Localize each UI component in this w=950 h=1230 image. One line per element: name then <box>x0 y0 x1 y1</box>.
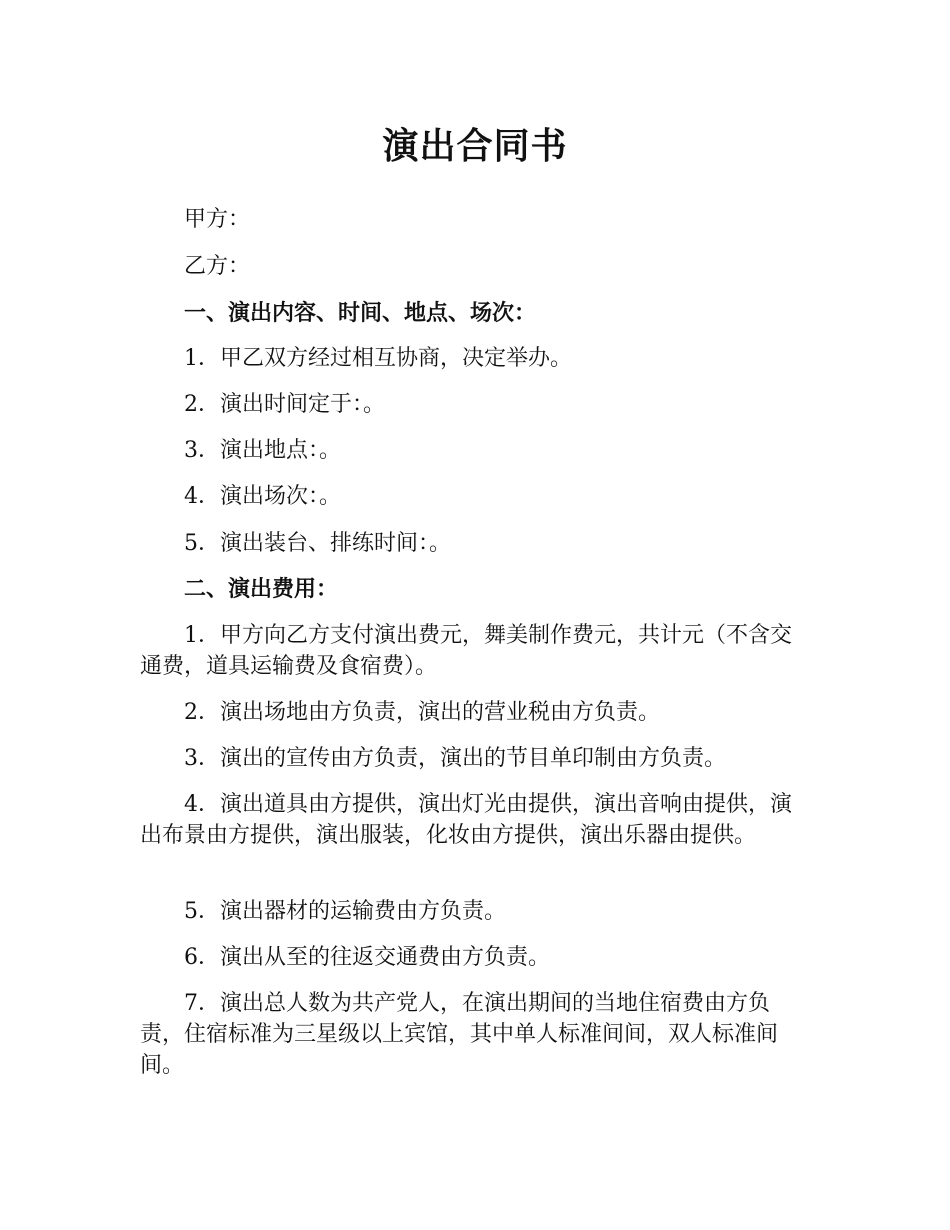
section-2-item-3: 3．演出的宣传由方负责，演出的节目单印制由方负责。 <box>184 746 726 771</box>
party-b-line: 乙方： <box>184 254 251 279</box>
section-2-heading: 二、演出费用： <box>184 577 339 602</box>
section-1-item-3: 3．演出地点：。 <box>184 438 341 463</box>
section-1-item-5: 5．演出装台、排练时间：。 <box>184 531 451 556</box>
party-a-line: 甲方： <box>184 207 251 232</box>
section-2-item-5: 5．演出器材的运输费由方负责。 <box>184 899 506 924</box>
section-1-item-1: 1．甲乙双方经过相互协商，决定举办。 <box>184 346 572 371</box>
section-2-item-2: 2．演出场地由方负责，演出的营业税由方负责。 <box>184 700 660 725</box>
section-2-item-4: 4．演出道具由方提供，演出灯光由提供，演出音响由提供，演出布景由方提供，演出服装，化妆由方提供，演出乐器由提供。 <box>140 792 792 848</box>
section-2-item-1: 1．甲方向乙方支付演出费元，舞美制作费元，共计元（不含交通费，道具运输费及食宿费）。 <box>140 623 792 679</box>
section-1-heading: 一、演出内容、时间、地点、场次： <box>184 301 537 326</box>
document-title: 演出合同书 <box>382 126 568 167</box>
section-2-item-7: 7．演出总人数为共产党人，在演出期间的当地住宿费由方负责，住宿标准为三星级以上宾馆，其中单人标准间间，双人标准间间。 <box>140 991 779 1078</box>
section-2-item-6: 6．演出从至的往返交通费由方负责。 <box>184 945 550 970</box>
section-1-item-4: 4．演出场次：。 <box>184 484 341 509</box>
section-1-item-2: 2．演出时间定于：。 <box>184 392 385 417</box>
